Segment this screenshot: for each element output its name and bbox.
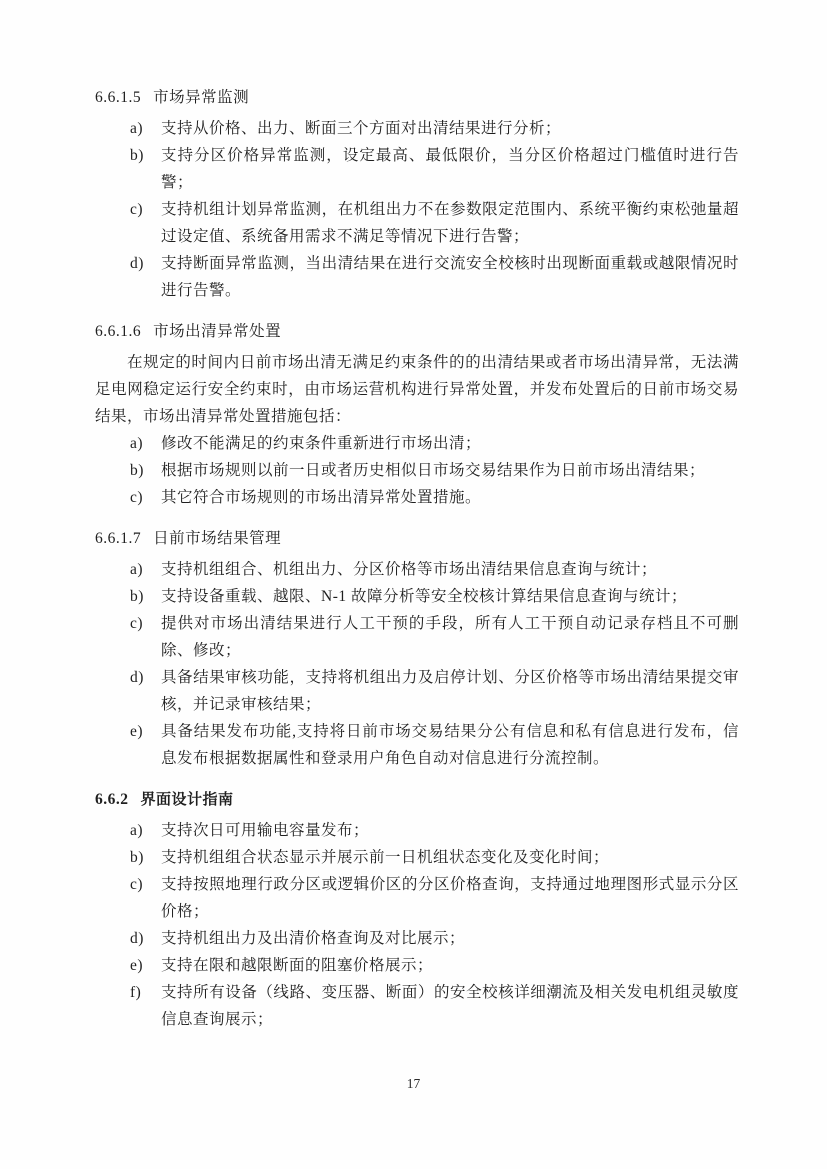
list-item [95, 196, 739, 250]
section-title: 市场出清异常处置 [153, 323, 282, 340]
item-text: 支持在限和越限断面的阻塞价格展示； [161, 957, 434, 974]
list-item [95, 457, 739, 484]
list-item [95, 583, 739, 610]
list-item [95, 979, 739, 1033]
item-text: 支持分区价格异常监测，设定最高、最低限价，当分区价格超过门槛值时进行告警； [161, 147, 739, 191]
list-item [95, 871, 739, 925]
section-title: 市场异常监测 [153, 89, 250, 106]
list-item [95, 817, 739, 844]
item-label: b) [130, 147, 144, 164]
item-label: d) [130, 930, 144, 947]
list-item [95, 844, 739, 871]
section-heading-6615 [95, 84, 739, 111]
list-item [95, 430, 739, 457]
item-text: 支持机组组合、机组出力、分区价格等市场出清结果信息查询与统计； [161, 561, 658, 578]
item-label: c) [130, 201, 144, 218]
item-text: 根据市场规则以前一日或者历史相似日市场交易结果作为日前市场出清结果； [161, 462, 706, 479]
item-label: c) [130, 876, 144, 893]
document-content [95, 84, 739, 1033]
section-number: 6.6.1.6 [95, 323, 142, 340]
section-heading-6616 [95, 318, 739, 345]
list-item [95, 664, 739, 718]
item-text: 支持按照地理行政分区或逻辑价区的分区价格查询，支持通过地理图形式显示分区价格； [161, 876, 739, 920]
item-text: 支持机组组合状态显示并展示前一日机组状态变化及变化时间； [161, 849, 610, 866]
section-title: 界面设计指南 [140, 791, 234, 808]
list-item [95, 250, 739, 304]
item-label: d) [130, 669, 144, 686]
item-text: 具备结果发布功能,支持将日前市场交易结果分公有信息和私有信息进行发布，信息发布根据数据属性和登录用户角色自动对信息进行分流控制。 [161, 723, 739, 767]
item-text: 支持从价格、出力、断面三个方面对出清结果进行分析； [161, 120, 562, 137]
item-label: c) [130, 615, 144, 632]
item-text: 具备结果审核功能，支持将机组出力及启停计划、分区价格等市场出清结果提交审核，并记录审核结果； [161, 669, 739, 713]
item-text: 提供对市场出清结果进行人工干预的手段，所有人工干预自动记录存档且不可删除、修改； [161, 615, 739, 659]
intro-paragraph: 在规定的时间内日前市场出清无满足约束条件的的出清结果或者市场出清异常，无法满足电网稳定运行安全约束时，由市场运营机构进行异常处置，并发布处置后的日前市场交易结果，市场出清异常处置措施包括： [95, 354, 739, 425]
list-item [95, 718, 739, 772]
item-label: a) [130, 435, 144, 452]
section-number: 6.6.1.5 [95, 89, 142, 106]
item-text: 支持所有设备（线路、变压器、断面）的安全校核详细潮流及相关发电机组灵敏度信息查询展示； [161, 984, 739, 1028]
item-label: e) [130, 957, 144, 974]
list-item [95, 925, 739, 952]
page-number: 17 [406, 1076, 421, 1091]
item-text: 支持机组计划异常监测，在机组出力不在参数限定范围内、系统平衡约束松弛量超过设定值、系统备用需求不满足等情况下进行告警； [161, 201, 739, 245]
item-label: b) [130, 462, 144, 479]
item-label: f) [130, 984, 142, 1001]
list-item [95, 556, 739, 583]
item-text: 修改不能满足的约束条件重新进行市场出清； [161, 435, 482, 452]
item-label: a) [130, 561, 144, 578]
item-label: a) [130, 120, 144, 137]
section-number: 6.6.2 [95, 791, 129, 808]
item-label: b) [130, 849, 144, 866]
item-text: 支持设备重载、越限、N-1 故障分析等安全校核计算结果信息查询与统计； [161, 588, 687, 605]
section-title: 日前市场结果管理 [153, 530, 282, 547]
section-heading-662 [95, 786, 739, 813]
item-label: b) [130, 588, 144, 605]
list-item [95, 610, 739, 664]
item-text: 支持断面异常监测，当出清结果在进行交流安全校核时出现断面重载或越限情况时进行告警。 [161, 255, 739, 299]
item-label: c) [130, 489, 144, 506]
list-item [95, 484, 739, 511]
item-label: e) [130, 723, 144, 740]
item-label: a) [130, 822, 144, 839]
list-item [95, 115, 739, 142]
section-number: 6.6.1.7 [95, 530, 142, 547]
item-text: 支持次日可用输电容量发布； [161, 822, 370, 839]
item-label: d) [130, 255, 144, 272]
item-text: 其它符合市场规则的市场出清异常处置措施。 [161, 489, 482, 506]
list-item [95, 952, 739, 979]
item-text: 支持机组出力及出清价格查询及对比展示； [161, 930, 466, 947]
list-item [95, 142, 739, 196]
section-heading-6617 [95, 525, 739, 552]
